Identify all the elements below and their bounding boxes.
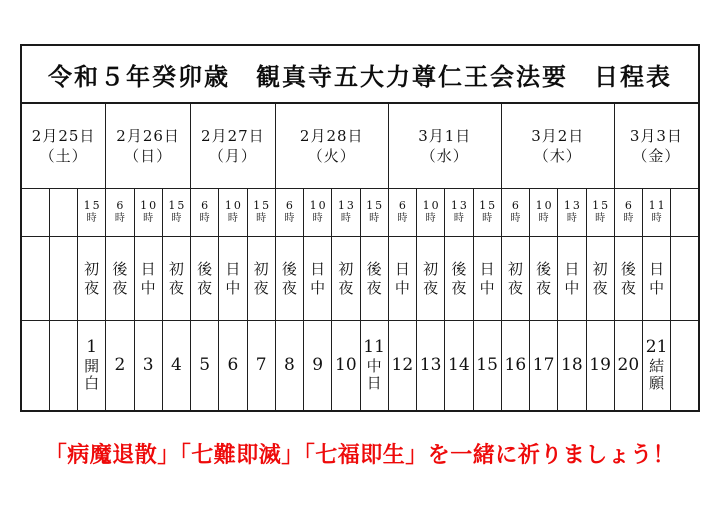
service-cell <box>106 237 134 321</box>
service-char: 夜 <box>168 278 184 297</box>
service-cell <box>586 237 614 321</box>
service-char: 後 <box>197 259 213 278</box>
time-cell <box>219 189 247 237</box>
service-char: 夜 <box>451 278 467 297</box>
time-cell <box>332 189 360 237</box>
time-value: 15 <box>168 199 187 213</box>
session-number: 6 <box>227 354 239 375</box>
time-value: 13 <box>450 199 469 213</box>
time-value: 6 <box>201 199 211 213</box>
time-value: 6 <box>285 199 295 213</box>
service-char: 初 <box>253 259 269 278</box>
session-number: 7 <box>255 354 267 375</box>
service-cell <box>304 237 332 321</box>
time-value: 15 <box>479 199 498 213</box>
service-cell <box>614 237 642 321</box>
date-text: 3月3日 <box>629 126 683 145</box>
service-char: 後 <box>112 259 128 278</box>
service-char: 初 <box>423 259 439 278</box>
empty-service-cell <box>49 237 77 321</box>
date-cell <box>106 103 191 189</box>
weekday-text: （日） <box>124 147 173 165</box>
date-cell <box>614 103 699 189</box>
time-unit: 時 <box>651 212 662 224</box>
time-value: 6 <box>624 199 634 213</box>
session-number: 11 <box>363 337 385 358</box>
service-cell <box>275 237 303 321</box>
date-text: 3月1日 <box>418 126 472 145</box>
weekday-text: （金） <box>632 147 681 165</box>
service-char: 中 <box>479 278 495 297</box>
time-unit: 時 <box>369 212 380 224</box>
number-cell <box>134 321 162 412</box>
time-unit: 時 <box>114 212 125 224</box>
time-unit: 時 <box>397 212 408 224</box>
number-cell <box>275 321 303 412</box>
time-unit: 時 <box>312 212 323 224</box>
session-number: 4 <box>170 354 182 375</box>
time-value: 10 <box>422 199 441 213</box>
service-char: 中 <box>649 278 665 297</box>
empty-number-cell <box>21 321 49 412</box>
service-char: 後 <box>451 259 467 278</box>
session-number: 19 <box>589 354 611 375</box>
date-text: 2月28日 <box>299 126 364 145</box>
service-char: 夜 <box>536 278 552 297</box>
service-cell <box>219 237 247 321</box>
service-cell <box>501 237 529 321</box>
time-value: 10 <box>224 199 243 213</box>
number-cell <box>586 321 614 412</box>
time-value: 10 <box>535 199 554 213</box>
time-value: 10 <box>309 199 328 213</box>
time-value: 15 <box>253 199 272 213</box>
empty-service-cell <box>21 237 49 321</box>
time-unit: 時 <box>284 212 295 224</box>
time-unit: 時 <box>453 212 464 224</box>
service-cell <box>530 237 558 321</box>
service-char: 中 <box>310 278 326 297</box>
date-text: 3月2日 <box>531 126 585 145</box>
service-cell <box>558 237 586 321</box>
time-cell <box>388 189 416 237</box>
time-unit: 時 <box>425 212 436 224</box>
time-cell <box>558 189 586 237</box>
number-cell <box>247 321 275 412</box>
number-cell <box>360 321 388 412</box>
service-char: 夜 <box>253 278 269 297</box>
time-value: 15 <box>83 199 102 213</box>
number-cell <box>388 321 416 412</box>
service-char: 後 <box>620 259 636 278</box>
service-char: 夜 <box>507 278 523 297</box>
service-char: 日 <box>140 259 156 278</box>
service-char: 日 <box>394 259 410 278</box>
time-value: 6 <box>116 199 126 213</box>
session-label-char: 白 <box>84 374 100 393</box>
weekday-text: （火） <box>307 147 356 165</box>
time-cell <box>473 189 501 237</box>
time-unit: 時 <box>566 212 577 224</box>
date-cell <box>501 103 614 189</box>
time-cell <box>162 189 190 237</box>
table-title: 令和５年癸卯歳 観真寺五大力尊仁王会法要 日程表 <box>21 45 699 103</box>
date-cell <box>275 103 388 189</box>
time-cell <box>360 189 388 237</box>
service-char: 夜 <box>423 278 439 297</box>
title-row <box>21 45 699 103</box>
session-number: 14 <box>448 354 470 375</box>
time-cell <box>78 189 106 237</box>
empty-time-cell <box>671 189 699 237</box>
service-cell <box>388 237 416 321</box>
service-char: 夜 <box>620 278 636 297</box>
service-char: 日 <box>479 259 495 278</box>
time-value: 10 <box>140 199 159 213</box>
time-cell <box>586 189 614 237</box>
time-unit: 時 <box>595 212 606 224</box>
service-cell <box>473 237 501 321</box>
service-char: 夜 <box>338 278 354 297</box>
empty-time-cell <box>21 189 49 237</box>
service-cell <box>191 237 219 321</box>
prayer-banner: 「病魔退散」「七難即滅」「七福即生」を一緒に祈りましょう！ <box>44 443 676 468</box>
service-row <box>21 237 699 321</box>
time-unit: 時 <box>510 212 521 224</box>
service-char: 夜 <box>281 278 297 297</box>
session-number: 9 <box>312 354 324 375</box>
session-number: 10 <box>335 354 357 375</box>
date-text: 2月27日 <box>201 126 265 145</box>
service-char: 日 <box>310 259 326 278</box>
time-cell <box>275 189 303 237</box>
session-number: 16 <box>504 354 527 375</box>
session-number: 12 <box>391 354 414 375</box>
time-unit: 時 <box>143 212 154 224</box>
time-cell <box>134 189 162 237</box>
service-cell <box>162 237 190 321</box>
weekday-text: （木） <box>533 147 582 165</box>
schedule-table <box>20 44 700 412</box>
number-cell <box>530 321 558 412</box>
session-number: 15 <box>476 354 498 375</box>
date-cell <box>21 103 106 189</box>
service-char: 日 <box>225 259 241 278</box>
time-unit: 時 <box>199 212 210 224</box>
service-char: 初 <box>168 259 184 278</box>
time-value: 15 <box>592 199 611 213</box>
service-char: 初 <box>84 259 100 278</box>
empty-number-cell <box>49 321 77 412</box>
number-cell <box>191 321 219 412</box>
time-unit: 時 <box>86 212 97 224</box>
number-row <box>21 321 699 412</box>
service-cell <box>332 237 360 321</box>
number-cell <box>78 321 106 412</box>
time-cell <box>445 189 473 237</box>
date-cell <box>388 103 501 189</box>
time-unit: 時 <box>256 212 267 224</box>
empty-number-cell <box>671 321 699 412</box>
empty-time-cell <box>49 189 77 237</box>
time-cell <box>417 189 445 237</box>
service-char: 中 <box>140 278 156 297</box>
service-cell <box>417 237 445 321</box>
service-char: 中 <box>394 278 410 297</box>
number-cell <box>417 321 445 412</box>
date-row <box>21 103 699 189</box>
service-cell <box>643 237 671 321</box>
number-cell <box>162 321 190 412</box>
number-cell <box>558 321 586 412</box>
time-unit: 時 <box>538 212 549 224</box>
number-cell <box>304 321 332 412</box>
session-number: 18 <box>561 354 583 375</box>
service-char: 後 <box>366 259 382 278</box>
number-cell <box>332 321 360 412</box>
time-cell <box>191 189 219 237</box>
time-cell <box>247 189 275 237</box>
service-char: 日 <box>649 259 665 278</box>
time-cell <box>643 189 671 237</box>
number-cell <box>473 321 501 412</box>
service-cell <box>78 237 106 321</box>
session-number: 5 <box>199 354 211 375</box>
time-value: 13 <box>563 199 582 213</box>
time-value: 6 <box>398 199 408 213</box>
weekday-text: （月） <box>208 147 257 165</box>
session-label-char: 中 <box>366 357 382 376</box>
time-unit: 時 <box>482 212 493 224</box>
session-number: 3 <box>142 354 154 375</box>
service-char: 中 <box>564 278 580 297</box>
time-row <box>21 189 699 237</box>
time-value: 15 <box>366 199 385 213</box>
service-char: 夜 <box>197 278 213 297</box>
service-char: 夜 <box>84 278 100 297</box>
service-char: 中 <box>225 278 241 297</box>
service-char: 初 <box>507 259 523 278</box>
session-number: 1 <box>86 337 98 358</box>
service-cell <box>134 237 162 321</box>
time-value: 6 <box>511 199 521 213</box>
service-char: 後 <box>281 259 297 278</box>
number-cell <box>106 321 134 412</box>
service-cell <box>360 237 388 321</box>
number-cell <box>445 321 473 412</box>
time-cell <box>106 189 134 237</box>
time-unit: 時 <box>623 212 634 224</box>
date-text: 2月25日 <box>31 126 96 145</box>
time-cell <box>614 189 642 237</box>
service-char: 初 <box>592 259 608 278</box>
session-number: 13 <box>419 354 442 375</box>
session-label-char: 開 <box>84 357 100 376</box>
session-label-char: 願 <box>649 374 665 393</box>
service-char: 日 <box>564 259 580 278</box>
number-cell <box>614 321 642 412</box>
number-cell <box>219 321 247 412</box>
weekday-text: （土） <box>39 147 88 165</box>
session-number: 8 <box>283 354 295 375</box>
time-value: 11 <box>648 199 667 213</box>
empty-service-cell <box>671 237 699 321</box>
number-cell <box>643 321 671 412</box>
session-number: 2 <box>114 354 126 375</box>
time-cell <box>304 189 332 237</box>
session-number: 17 <box>532 354 555 375</box>
time-cell <box>530 189 558 237</box>
service-char: 夜 <box>366 278 382 297</box>
number-cell <box>501 321 529 412</box>
service-char: 夜 <box>112 278 128 297</box>
date-text: 2月26日 <box>116 126 180 145</box>
session-label-char: 日 <box>366 374 382 393</box>
service-char: 夜 <box>592 278 608 297</box>
time-unit: 時 <box>340 212 351 224</box>
service-char: 初 <box>338 259 354 278</box>
service-cell <box>247 237 275 321</box>
time-unit: 時 <box>227 212 238 224</box>
time-unit: 時 <box>171 212 182 224</box>
date-cell <box>191 103 276 189</box>
session-number: 20 <box>617 354 640 375</box>
time-cell <box>501 189 529 237</box>
session-label-char: 結 <box>649 357 665 376</box>
session-number: 21 <box>645 337 668 358</box>
service-cell <box>445 237 473 321</box>
weekday-text: （水） <box>420 147 469 165</box>
time-value: 13 <box>337 199 356 213</box>
service-char: 後 <box>536 259 552 278</box>
